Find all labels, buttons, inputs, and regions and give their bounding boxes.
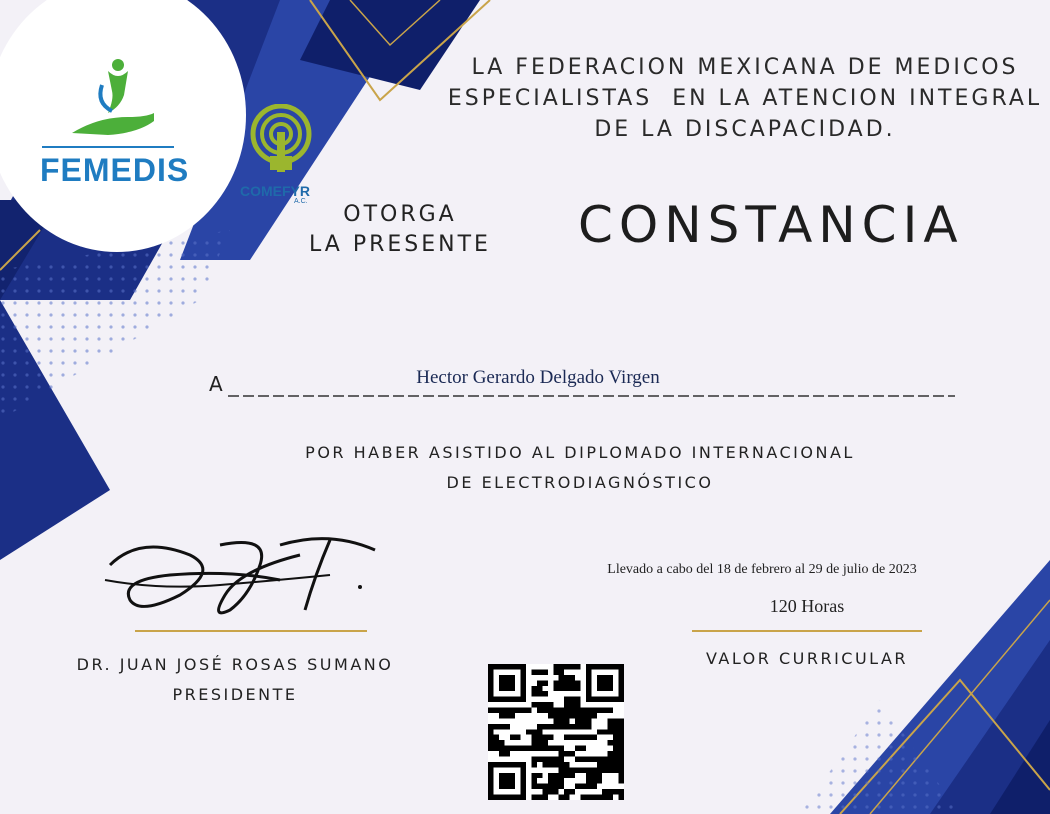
certificate-title: CONSTANCIA (578, 196, 964, 254)
issuer-line-3: DE LA DISCAPACIDAD. (594, 117, 896, 142)
reason-text (260, 438, 900, 498)
femedis-divider (42, 146, 174, 148)
signature-line (135, 630, 367, 632)
handwritten-signature (100, 525, 390, 625)
curricular-value-label: VALOR CURRICULAR (705, 649, 909, 668)
hours-line (692, 630, 922, 632)
issuer-line-2: ESPECIALISTAS EN LA ATENCION INTEGRAL (447, 86, 1043, 111)
otorga-line-2: LA PRESENTE (309, 232, 491, 257)
signatory-role: PRESIDENTE (172, 685, 298, 704)
course-dates: Llevado a cabo del 18 de febrero al 29 de julio de 2023 (607, 562, 917, 577)
otorga-text (300, 200, 500, 260)
recipient-name: Hector Gerardo Delgado Virgen (416, 367, 660, 388)
comefyr-logo-icon (248, 104, 314, 182)
femedis-wordmark: FEMEDIS (40, 152, 190, 188)
signatory-name: DR. JUAN JOSÉ ROSAS SUMANO (76, 655, 394, 674)
signatory-block (40, 650, 430, 710)
hand-figure-icon (68, 55, 158, 145)
comefyr-wordmark: COMEFYR (240, 183, 310, 199)
comefyr-subtitle: A.C. (294, 198, 308, 205)
reason-line-2: DE ELECTRODIAGNÓSTICO (446, 473, 714, 492)
reason-line-1: POR HABER ASISTIDO AL DIPLOMADO INTERNACIONAL (305, 443, 855, 462)
qr-code (488, 664, 624, 800)
course-hours: 120 Horas (769, 596, 845, 616)
otorga-line-1: OTORGA (343, 202, 457, 227)
issuer-header (440, 52, 1050, 145)
recipient-prefix: A (209, 372, 223, 396)
issuer-line-1: LA FEDERACION MEXICANA DE MEDICOS (471, 55, 1019, 80)
